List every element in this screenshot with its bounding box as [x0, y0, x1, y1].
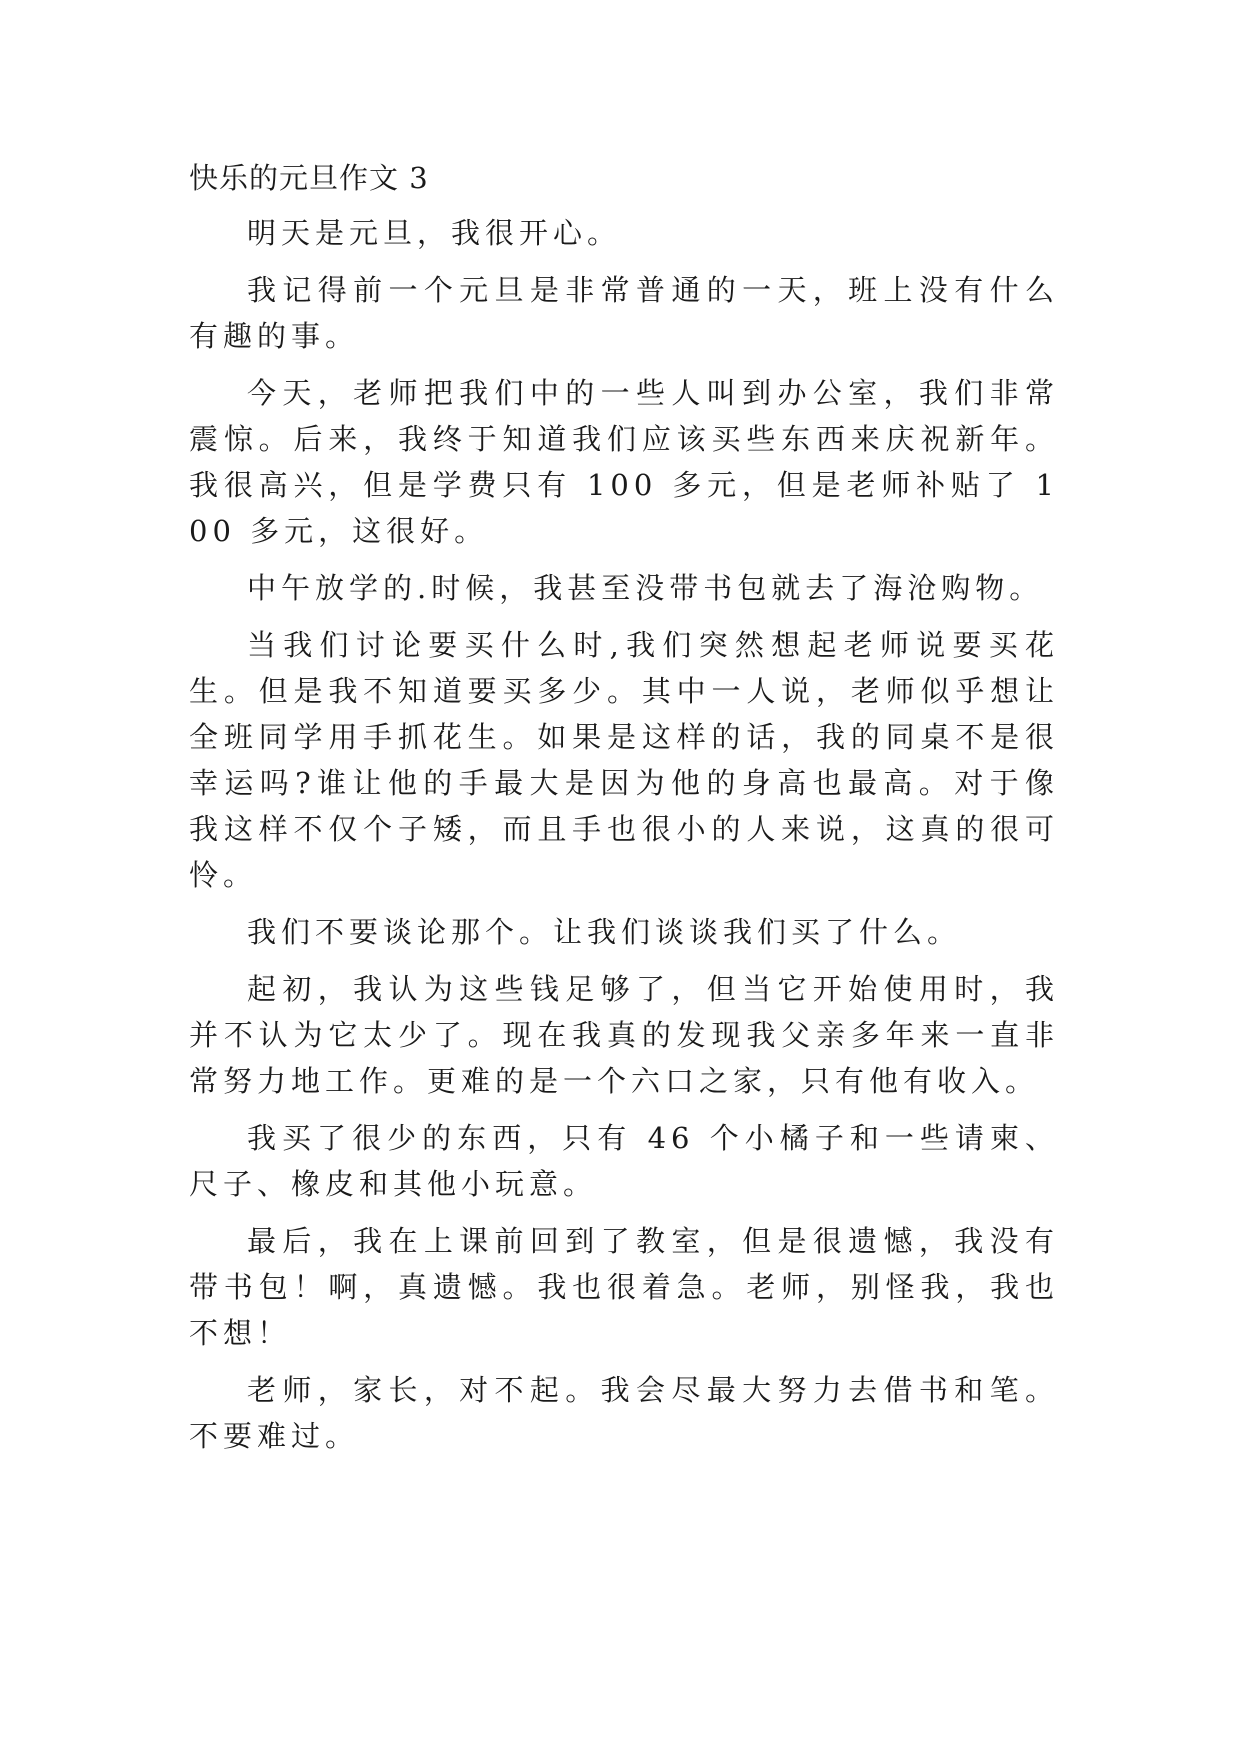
document-body: [189, 158, 1059, 1470]
paragraph: 当我们讨论要买什么时,我们突然想起老师说要买花生。但是我不知道要买多少。其中一人说，老师似乎想让全班同学用手抓花生。如果是这样的话，我的同桌不是很幸运吗?谁让他的手最大是因为他的身高也最高。对于像我这样不仅个子矮，而且手也很小的人来说，这真的很可怜。: [189, 628, 1059, 892]
document-title: 快乐的元旦作文 3: [189, 161, 429, 195]
paragraph: 今天，老师把我们中的一些人叫到办公室，我们非常震惊。后来，我终于知道我们应该买些东西来庆祝新年。我很高兴，但是学费只有 100 多元，但是老师补贴了 100 多元，这很好。: [189, 376, 1059, 548]
paragraph: 明天是元旦，我很开心。: [247, 216, 622, 250]
paragraph: 最后，我在上课前回到了教室，但是很遗憾，我没有带书包！啊，真遗憾。我也很着急。老师，别怪我，我也不想！: [189, 1224, 1059, 1350]
paragraph: 我买了很少的东西，只有 46 个小橘子和一些请柬、尺子、橡皮和其他小玩意。: [189, 1121, 1059, 1201]
paragraph: 我记得前一个元旦是非常普通的一天，班上没有什么有趣的事。: [189, 273, 1059, 353]
paragraph: 中午放学的.时候，我甚至没带书包就去了海沧购物。: [247, 571, 1044, 605]
paragraph: 起初，我认为这些钱足够了，但当它开始使用时，我并不认为它太少了。现在我真的发现我父亲多年来一直非常努力地工作。更难的是一个六口之家，只有他有收入。: [189, 972, 1059, 1098]
paragraph: 老师，家长，对不起。我会尽最大努力去借书和笔。不要难过。: [189, 1373, 1059, 1453]
paragraph: 我们不要谈论那个。让我们谈谈我们买了什么。: [247, 915, 962, 949]
